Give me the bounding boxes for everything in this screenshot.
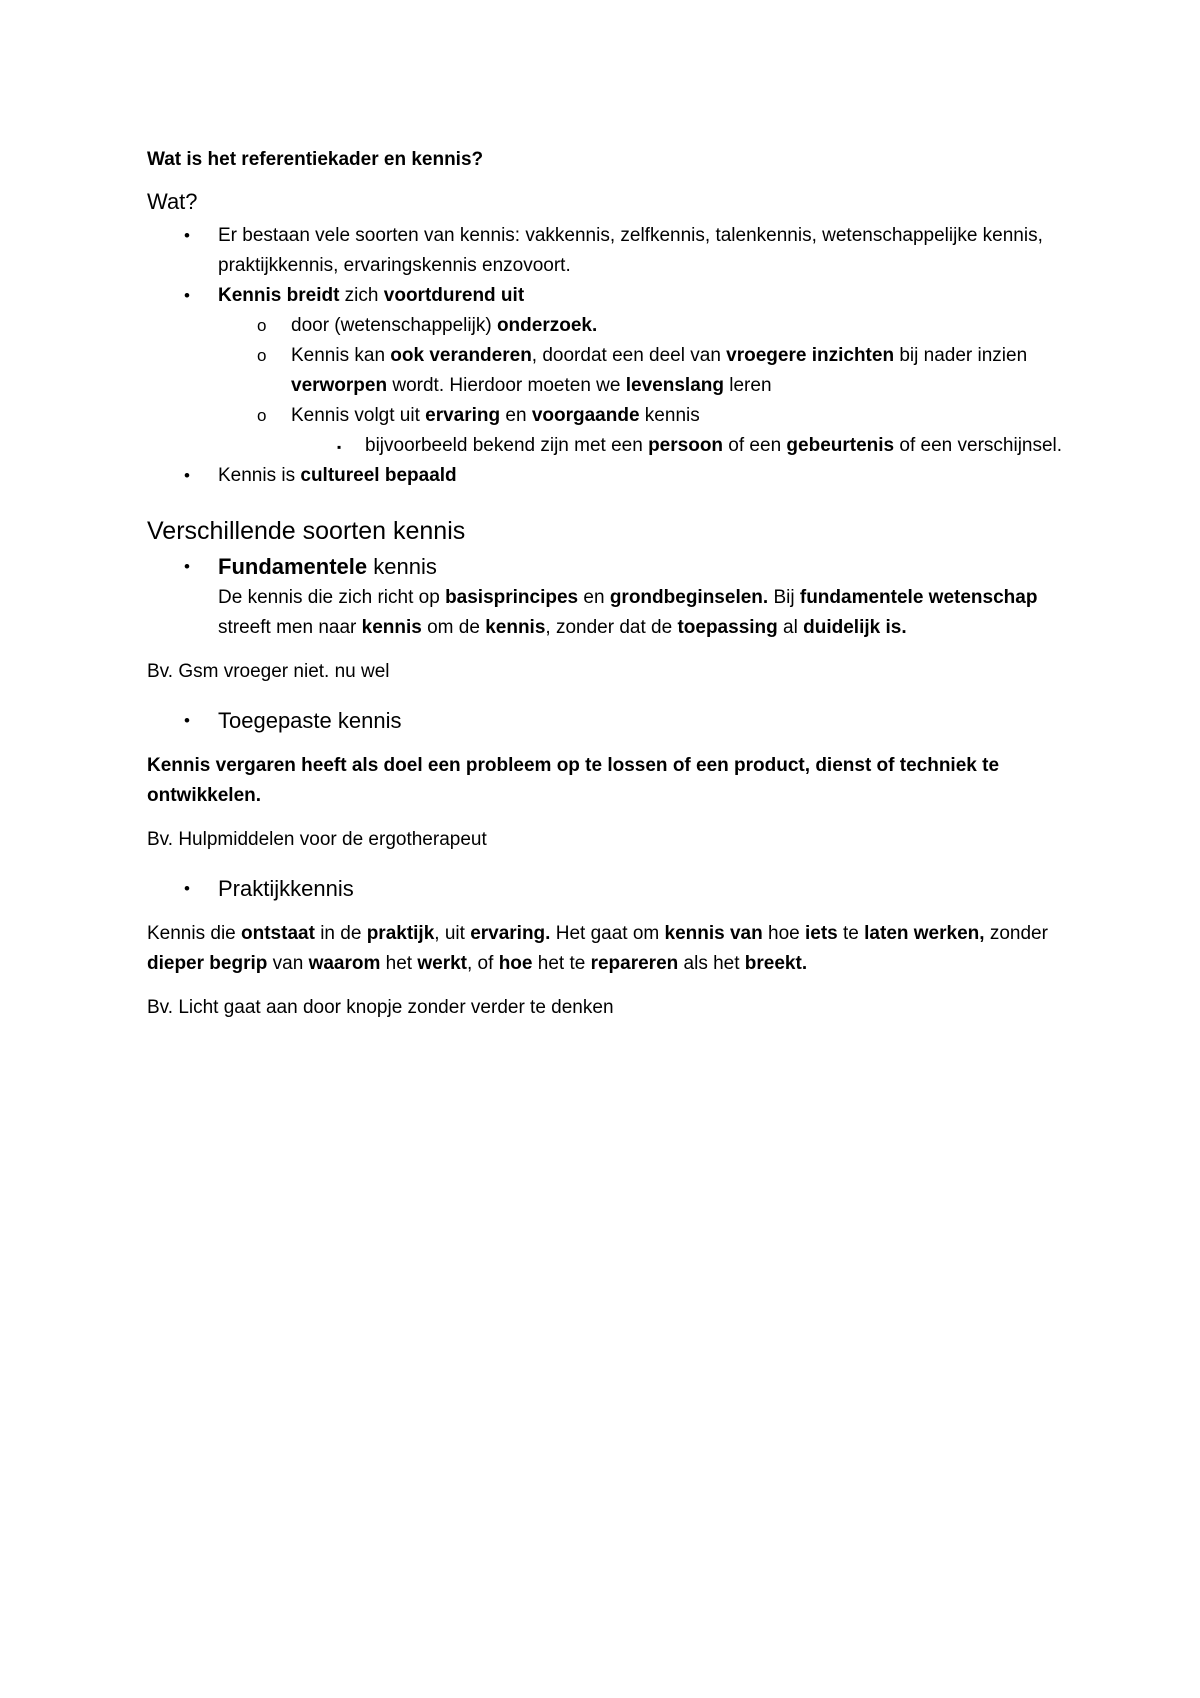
text: kennis: [367, 554, 437, 579]
text: van: [267, 953, 309, 974]
text: zich: [339, 285, 384, 306]
text: zonder: [984, 923, 1048, 944]
text: Kennis die: [147, 923, 242, 944]
bullet-dot-icon: •: [184, 286, 190, 305]
text-bold: waarom: [308, 953, 381, 974]
bullet-dot-icon: •: [184, 711, 190, 730]
list-item-text: Er bestaan vele soorten van kennis: vakkennis, zelfkennis, talenkennis, wetenschappelijke kennis, praktijkkennis, ervaringskennis enzovoort.: [218, 225, 1043, 276]
document-title: Wat is het referentiekader en kennis?: [147, 149, 484, 170]
subheading-fundamentele: [147, 551, 1067, 583]
text-bold: voortdurend uit: [383, 285, 525, 306]
text: door (wetenschappelijk): [291, 315, 497, 336]
example-paragraph: Bv. Hulpmiddelen voor de ergotherapeut: [147, 829, 487, 850]
text: en: [500, 405, 532, 426]
text: , of: [467, 953, 499, 974]
text: en: [578, 587, 610, 608]
text-bold: ontstaat: [241, 923, 315, 944]
text-bold: repareren: [590, 953, 679, 974]
text-bold: grondbeginselen.: [609, 587, 769, 608]
text-bold: fundamentele wetenschap: [799, 587, 1038, 608]
text: , doordat een deel van: [531, 345, 727, 366]
spacer: [147, 687, 1067, 701]
text: , uit: [434, 923, 471, 944]
sub-list-item: [147, 401, 1067, 431]
text-bold: ervaring: [425, 405, 501, 426]
text-bold: ervaring.: [470, 923, 551, 944]
sub-list-item: [147, 311, 1067, 341]
text-bold: werkt: [417, 953, 467, 974]
text-bold: verworpen: [291, 375, 388, 396]
text-bold: cultureel bepaald: [300, 465, 457, 486]
text: Kennis is: [218, 465, 301, 486]
fundamentele-description: [147, 583, 1067, 643]
text-bold: Kennis breidt: [218, 285, 340, 306]
text: De kennis die zich richt op: [218, 587, 446, 608]
text: bijvoorbeeld bekend zijn met een: [365, 435, 649, 456]
text: streeft men naar: [218, 617, 362, 638]
bullet-dot-icon: •: [184, 557, 190, 576]
text-bold: laten werken,: [864, 923, 985, 944]
text: bij nader inzien: [894, 345, 1028, 366]
text-bold: toepassing: [677, 617, 778, 638]
list-item: [147, 461, 1067, 491]
bullet-circle-icon: o: [257, 406, 267, 425]
text: , zonder dat de: [545, 617, 678, 638]
text: Praktijkkennis: [218, 876, 354, 901]
text: het: [380, 953, 418, 974]
toegepaste-description: [147, 751, 1067, 811]
text: kennis: [639, 405, 700, 426]
text-bold: onderzoek.: [496, 315, 598, 336]
text: hoe: [762, 923, 805, 944]
heading-wat: Wat?: [147, 189, 198, 214]
text-bold: ook veranderen: [390, 345, 532, 366]
subheading-praktijkkennis: [147, 873, 1067, 905]
text-bold: gebeurtenis: [786, 435, 895, 456]
text-bold: dieper begrip: [147, 953, 268, 974]
text: Kennis kan: [291, 345, 391, 366]
document-content: [147, 147, 1067, 1023]
text-bold: kennis: [361, 617, 422, 638]
text: het te: [532, 953, 591, 974]
text-bold: Fundamentele: [218, 554, 368, 579]
praktijkkennis-description: [147, 919, 1067, 979]
text-bold: hoe: [498, 953, 533, 974]
text: Toegepaste kennis: [218, 708, 402, 733]
bullet-circle-icon: o: [257, 316, 267, 335]
text-bold: praktijk: [366, 923, 435, 944]
heading-verschillende-soorten: Verschillende soorten kennis: [147, 517, 466, 545]
text: leren: [723, 375, 772, 396]
text: Het gaat om: [550, 923, 665, 944]
text-bold: iets: [805, 923, 838, 944]
text-bold: persoon: [648, 435, 724, 456]
text-bold: vroegere inzichten: [726, 345, 895, 366]
text-bold: levenslang: [625, 375, 724, 396]
text-bold: kennis van: [664, 923, 763, 944]
text-bold: kennis: [485, 617, 546, 638]
list-item: [147, 221, 1067, 281]
text: om de: [421, 617, 486, 638]
text: te: [837, 923, 865, 944]
subheading-toegepaste: [147, 705, 1067, 737]
text: als het: [678, 953, 745, 974]
example-paragraph: Bv. Gsm vroeger niet. nu wel: [147, 661, 390, 682]
sub-sub-list-item: [147, 431, 1067, 461]
text: wordt. Hierdoor moeten we: [387, 375, 626, 396]
list-item: [147, 281, 1067, 311]
text: Kennis volgt uit: [291, 405, 426, 426]
bullet-square-icon: ▪: [337, 440, 342, 454]
text-bold: voorgaande: [531, 405, 640, 426]
bullet-dot-icon: •: [184, 879, 190, 898]
text-bold: duidelijk is.: [803, 617, 907, 638]
bullet-circle-icon: o: [257, 346, 267, 365]
example-paragraph: Bv. Licht gaat aan door knopje zonder verder te denken: [147, 997, 614, 1018]
text-bold: Kennis vergaren heeft als doel een probleem op te lossen of een product, dienst of techniek te ontwikkelen.: [147, 755, 1000, 806]
text: of een verschijnsel.: [894, 435, 1063, 456]
text-bold: basisprincipes: [445, 587, 579, 608]
bullet-dot-icon: •: [184, 466, 190, 485]
text: Bij: [768, 587, 800, 608]
sub-list-item: [147, 341, 1067, 401]
spacer: [147, 855, 1067, 869]
text: al: [777, 617, 804, 638]
text: of een: [723, 435, 787, 456]
text-bold: breekt.: [744, 953, 808, 974]
bullet-dot-icon: •: [184, 226, 190, 245]
text: in de: [314, 923, 367, 944]
